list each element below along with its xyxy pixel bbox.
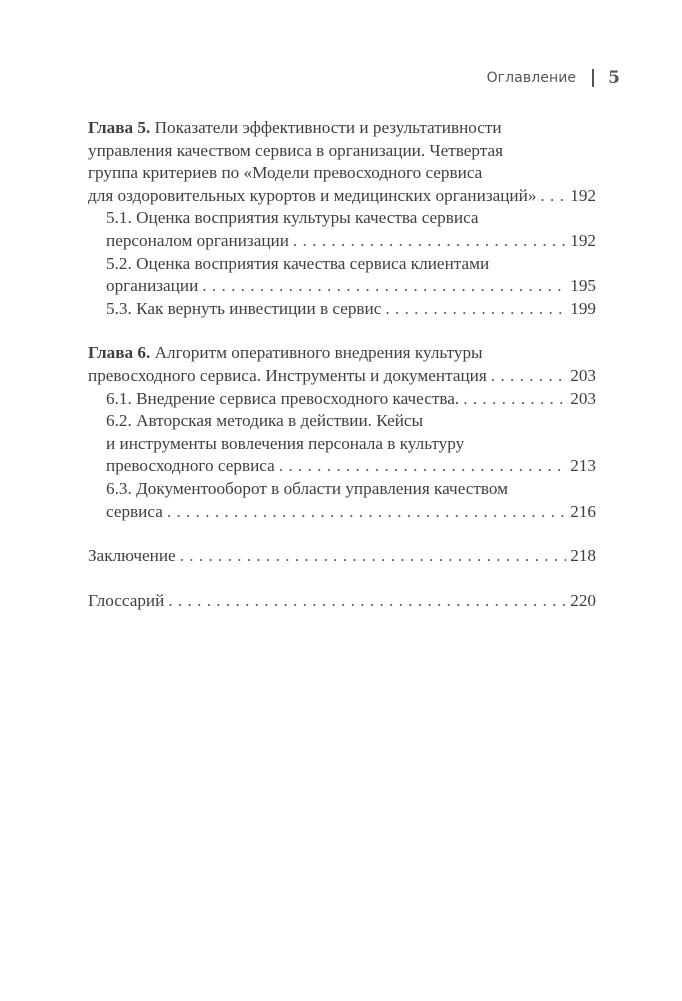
toc-section-line: 6.3. Документооборот в области управления качеством: [106, 478, 509, 498]
toc-section-line: превосходного сервиса: [106, 456, 275, 476]
toc-leader-line: [106, 455, 596, 478]
toc-section-5-1[interactable]: [88, 207, 596, 252]
toc-page-number: 216: [570, 501, 596, 521]
toc-leader-line: [106, 275, 596, 298]
toc-chapter-line: превосходного сервиса. Инструменты и документация: [88, 365, 487, 385]
toc-leader-line: [88, 545, 596, 568]
toc-section-line: и инструменты вовлечения персонала в культуру: [106, 433, 465, 453]
toc-section-line: 6.2. Авторская методика в действии. Кейсы: [106, 411, 424, 431]
toc-page-number: 220: [570, 590, 596, 610]
toc-page-number: 192: [570, 230, 596, 250]
toc-section-line: 5.1. Оценка восприятия культуры качества сервиса: [106, 208, 479, 228]
toc-section-line: персоналом организации: [106, 230, 289, 250]
dot-leader: [293, 230, 566, 253]
toc-chapter-line: [88, 117, 596, 140]
chapter-label: Глава 5.: [88, 118, 151, 137]
toc-section-line: организации: [106, 276, 199, 296]
toc-section-line: 6.1. Внедрение сервиса превосходного качества.: [106, 388, 460, 408]
toc-section-6-3[interactable]: [88, 478, 596, 523]
toc-glossary[interactable]: [88, 590, 596, 613]
chapter-label: Глава 6.: [88, 343, 151, 363]
toc-page-number: 218: [570, 546, 596, 566]
toc-conclusion[interactable]: [88, 545, 596, 568]
toc-section-line: 5.2. Оценка восприятия качества сервиса клиентами: [106, 253, 490, 273]
running-head-section: Оглавление: [486, 70, 577, 86]
chapter-title-part: Показатели эффективности и результативности: [150, 118, 502, 137]
toc-page-number: 213: [570, 456, 596, 476]
toc-page-number: 203: [570, 388, 596, 408]
toc-leader-line: [106, 230, 596, 253]
toc-entry-title: Заключение: [88, 546, 176, 566]
toc-leader-line: [106, 298, 596, 321]
dot-leader: [279, 455, 566, 478]
toc-leader-line: [88, 590, 596, 613]
toc-page-number: 199: [570, 298, 596, 318]
table-of-contents: [88, 117, 596, 612]
toc-section-5-2[interactable]: [88, 253, 596, 298]
chapter-title-part: Алгоритм оперативного внедрения культуры: [150, 343, 483, 363]
running-head-divider: [592, 69, 594, 87]
toc-leader-line: [88, 365, 596, 388]
toc-section-5-3[interactable]: [88, 298, 596, 321]
toc-page-number: 203: [570, 365, 596, 385]
toc-chapter-line: группа критериев по «Модели превосходного сервиса: [88, 163, 483, 183]
toc-leader-line: [106, 501, 596, 524]
dot-leader: [180, 545, 567, 568]
toc-entry-title: Глоссарий: [88, 590, 165, 610]
toc-section-6-1[interactable]: [88, 388, 596, 411]
toc-page-number: 195: [570, 276, 596, 296]
dot-leader: [202, 275, 566, 298]
toc-page-number: 192: [570, 185, 596, 205]
toc-section-6-2[interactable]: [88, 410, 596, 478]
toc-leader-line: [88, 185, 596, 208]
dot-leader: [168, 590, 566, 613]
dot-leader: [385, 298, 566, 321]
toc-chapter-line: [88, 342, 596, 365]
dot-leader: [167, 501, 566, 524]
toc-section-line: сервиса: [106, 501, 163, 521]
toc-chapter-line: управления качеством сервиса в организации. Четвертая: [88, 140, 504, 160]
toc-chapter-line: для оздоровительных курортов и медицинских организаций»: [88, 185, 537, 205]
toc-chapter-5[interactable]: [88, 117, 596, 207]
dot-leader: [540, 185, 566, 208]
toc-leader-line: [106, 388, 596, 411]
page-number: 5: [608, 68, 620, 88]
running-head: [487, 68, 620, 88]
dot-leader: [463, 388, 566, 411]
toc-section-line: 5.3. Как вернуть инвестиции в сервис: [106, 298, 382, 318]
toc-chapter-6[interactable]: [88, 342, 596, 387]
dot-leader: [491, 365, 566, 388]
